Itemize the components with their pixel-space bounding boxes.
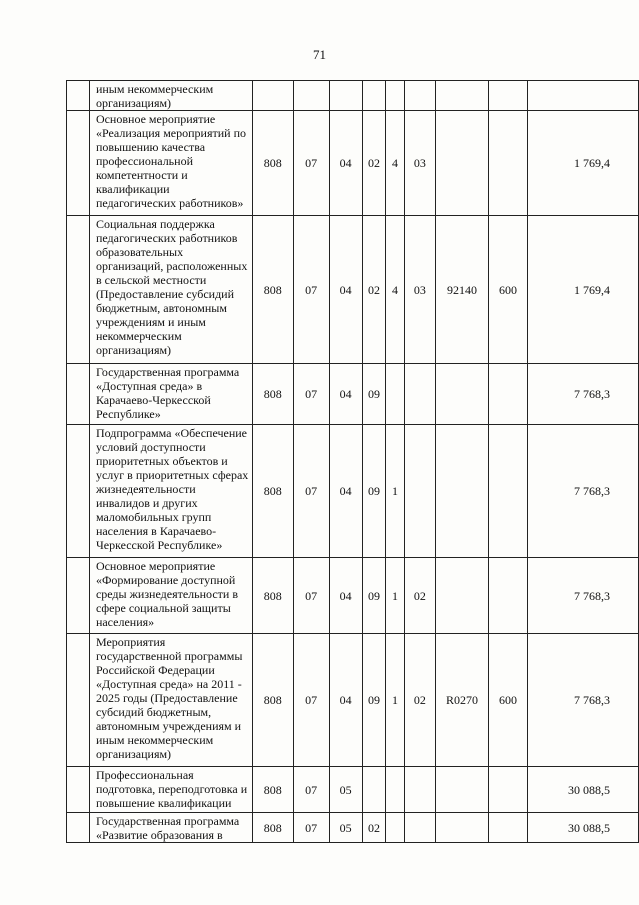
direction-cell — [435, 813, 488, 843]
expense-type-cell — [489, 558, 528, 634]
direction-cell — [435, 425, 488, 558]
item-name-cell: Профессиональная подготовка, переподготовка и повышение квалификации — [89, 767, 252, 813]
item-name-cell: Подпрограмма «Обеспечение условий доступности приоритетных объектов и услуг в приоритетных сферах жизнедеятельности инвалидов и других маломобильных групп населения в Карачаево- Черкесской Республике» — [89, 425, 252, 558]
amount-cell: 7 768,3 — [528, 364, 639, 425]
event-cell: 02 — [404, 634, 435, 767]
subsection-cell — [329, 81, 362, 111]
subprogram-cell: 4 — [386, 111, 405, 216]
program-cell: 09 — [362, 558, 386, 634]
event-cell — [404, 364, 435, 425]
direction-cell — [435, 111, 488, 216]
subprogram-cell — [386, 364, 405, 425]
section-cell: 07 — [293, 216, 329, 364]
item-name-cell: Основное мероприятие «Реализация мероприятий по повышению качества профессиональной компетентности и квалификации педагогических работников» — [89, 111, 252, 216]
expense-type-cell — [489, 813, 528, 843]
direction-cell — [435, 558, 488, 634]
event-cell — [404, 813, 435, 843]
amount-cell: 7 768,3 — [528, 558, 639, 634]
program-cell: 02 — [362, 813, 386, 843]
row-number-cell — [67, 216, 90, 364]
amount-cell: 1 769,4 — [528, 216, 639, 364]
subprogram-cell: 1 — [386, 634, 405, 767]
page-number: 71 — [313, 47, 326, 62]
subsection-cell: 04 — [329, 364, 362, 425]
table-row — [67, 81, 639, 111]
section-cell: 07 — [293, 111, 329, 216]
subprogram-cell — [386, 813, 405, 843]
event-cell: 02 — [404, 558, 435, 634]
item-name-cell: Государственная программа «Доступная среда» в Карачаево-Черкесской Республике» — [89, 364, 252, 425]
section-cell: 07 — [293, 813, 329, 843]
grbs-cell: 808 — [252, 111, 293, 216]
section-cell: 07 — [293, 425, 329, 558]
subsection-cell: 04 — [329, 216, 362, 364]
amount-cell: 7 768,3 — [528, 425, 639, 558]
program-cell: 02 — [362, 111, 386, 216]
section-cell: 07 — [293, 767, 329, 813]
expense-type-cell — [489, 425, 528, 558]
row-number-cell — [67, 558, 90, 634]
program-cell: 09 — [362, 425, 386, 558]
amount-cell — [528, 81, 639, 111]
table-row — [67, 111, 639, 216]
section-cell: 07 — [293, 558, 329, 634]
subsection-cell: 04 — [329, 634, 362, 767]
direction-cell: 92140 — [435, 216, 488, 364]
item-name-cell: Основное мероприятие «Формирование доступной среды жизнедеятельности в сфере социальной защиты населения» — [89, 558, 252, 634]
subprogram-cell: 1 — [386, 558, 405, 634]
event-cell — [404, 81, 435, 111]
subsection-cell: 04 — [329, 111, 362, 216]
event-cell — [404, 425, 435, 558]
row-number-cell — [67, 111, 90, 216]
row-number-cell — [67, 81, 90, 111]
subprogram-cell: 1 — [386, 425, 405, 558]
grbs-cell: 808 — [252, 216, 293, 364]
grbs-cell: 808 — [252, 767, 293, 813]
subprogram-cell — [386, 767, 405, 813]
budget-table — [66, 80, 639, 843]
item-name-cell: иным некоммерческим организациям) — [89, 81, 252, 111]
program-cell — [362, 81, 386, 111]
grbs-cell — [252, 81, 293, 111]
grbs-cell: 808 — [252, 634, 293, 767]
program-cell: 09 — [362, 364, 386, 425]
table-row — [67, 634, 639, 767]
amount-cell: 7 768,3 — [528, 634, 639, 767]
section-cell: 07 — [293, 634, 329, 767]
event-cell: 03 — [404, 111, 435, 216]
subsection-cell: 04 — [329, 425, 362, 558]
event-cell — [404, 767, 435, 813]
subprogram-cell — [386, 81, 405, 111]
grbs-cell: 808 — [252, 425, 293, 558]
row-number-cell — [67, 813, 90, 843]
item-name-cell: Социальная поддержка педагогических работников образовательных организаций, расположенных в сельской местности (Предоставление субсидий бюджетным, автономным учреждениям и иным некоммерческим организациям) — [89, 216, 252, 364]
direction-cell — [435, 81, 488, 111]
event-cell: 03 — [404, 216, 435, 364]
table-row — [67, 558, 639, 634]
expense-type-cell: 600 — [489, 634, 528, 767]
subprogram-cell: 4 — [386, 216, 405, 364]
grbs-cell: 808 — [252, 558, 293, 634]
expense-type-cell: 600 — [489, 216, 528, 364]
item-name-cell: Государственная программа «Развитие образования в — [89, 813, 252, 843]
subsection-cell: 05 — [329, 767, 362, 813]
direction-cell — [435, 364, 488, 425]
table-row — [67, 216, 639, 364]
program-cell — [362, 767, 386, 813]
table-row — [67, 767, 639, 813]
row-number-cell — [67, 634, 90, 767]
table-row — [67, 364, 639, 425]
program-cell: 09 — [362, 634, 386, 767]
expense-type-cell — [489, 767, 528, 813]
amount-cell: 1 769,4 — [528, 111, 639, 216]
item-name-cell: Мероприятия государственной программы Российской Федерации «Доступная среда» на 2011 - 2025 годы (Предоставление субсидий бюджетным, автономным учреждениям и иным некоммерческим организациям) — [89, 634, 252, 767]
section-cell: 07 — [293, 364, 329, 425]
section-cell — [293, 81, 329, 111]
grbs-cell: 808 — [252, 813, 293, 843]
row-number-cell — [67, 425, 90, 558]
amount-cell: 30 088,5 — [528, 813, 639, 843]
grbs-cell: 808 — [252, 364, 293, 425]
subsection-cell: 05 — [329, 813, 362, 843]
direction-cell: R0270 — [435, 634, 488, 767]
expense-type-cell — [489, 111, 528, 216]
amount-cell: 30 088,5 — [528, 767, 639, 813]
expense-type-cell — [489, 81, 528, 111]
program-cell: 02 — [362, 216, 386, 364]
expense-type-cell — [489, 364, 528, 425]
row-number-cell — [67, 364, 90, 425]
subsection-cell: 04 — [329, 558, 362, 634]
row-number-cell — [67, 767, 90, 813]
table-row — [67, 813, 639, 843]
direction-cell — [435, 767, 488, 813]
table-row — [67, 425, 639, 558]
